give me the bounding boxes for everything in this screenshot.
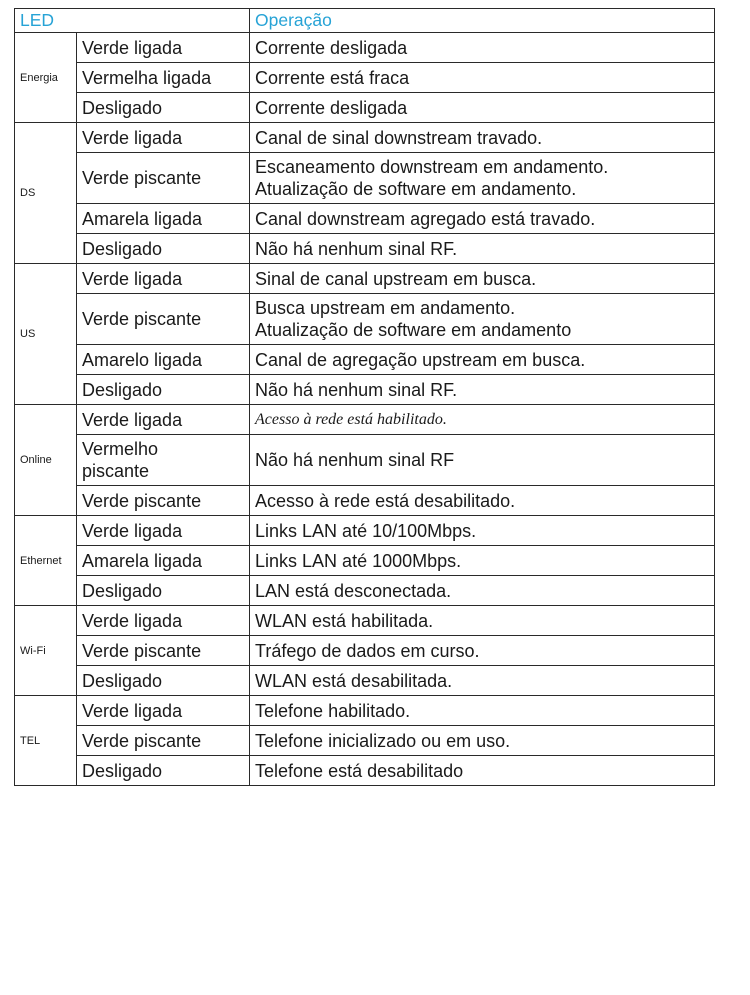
operation-cell	[250, 204, 715, 234]
table-row	[15, 726, 715, 756]
operation-cell	[250, 756, 715, 786]
operation-text: Canal de agregação upstream em busca.	[255, 349, 586, 370]
led-state-cell	[77, 63, 250, 93]
table-row	[15, 606, 715, 636]
led-state-cell	[77, 123, 250, 153]
led-state-text: Vermelha ligada	[82, 67, 212, 88]
led-state-cell	[77, 606, 250, 636]
led-name-cell: Energia	[15, 33, 77, 123]
operation-cell	[250, 666, 715, 696]
led-state-cell	[77, 294, 250, 345]
led-state-text: Verde ligada	[82, 127, 183, 148]
operation-text: Escaneamento downstream em andamento.	[255, 157, 609, 177]
led-name-cell: TEL	[15, 696, 77, 786]
led-state-text: piscante	[82, 461, 150, 481]
operation-cell	[250, 123, 715, 153]
operation-cell	[250, 153, 715, 204]
operation-text: Atualização de software em andamento	[255, 320, 572, 340]
operation-cell	[250, 726, 715, 756]
operation-cell	[250, 606, 715, 636]
led-state-text: Desligado	[82, 238, 163, 259]
led-state-cell	[77, 264, 250, 294]
led-state-cell	[77, 516, 250, 546]
operation-text: Não há nenhum sinal RF.	[255, 379, 458, 400]
operation-text: Corrente desligada	[255, 37, 408, 58]
led-state-text: Verde piscante	[82, 730, 202, 751]
operation-cell	[250, 63, 715, 93]
led-state-text: Desligado	[82, 670, 163, 691]
led-state-cell	[77, 405, 250, 435]
led-state-cell	[77, 93, 250, 123]
operation-text: LAN está desconectada.	[255, 580, 452, 601]
table-row	[15, 636, 715, 666]
operation-cell	[250, 264, 715, 294]
led-name-cell: Ethernet	[15, 516, 77, 606]
operation-text: Atualização de software em andamento.	[255, 179, 577, 199]
table-row	[15, 576, 715, 606]
operation-cell	[250, 435, 715, 486]
table-row	[15, 516, 715, 546]
led-state-text: Verde ligada	[82, 409, 183, 430]
led-state-text: Desligado	[82, 580, 163, 601]
table-row	[15, 405, 715, 435]
led-name-cell: DS	[15, 123, 77, 264]
led-state-text: Amarela ligada	[82, 550, 203, 571]
table-row	[15, 264, 715, 294]
led-name-cell: US	[15, 264, 77, 405]
operation-cell	[250, 375, 715, 405]
table-header-row	[15, 9, 715, 33]
operation-cell	[250, 696, 715, 726]
led-state-cell	[77, 546, 250, 576]
led-state-text: Verde piscante	[82, 168, 202, 188]
operation-text: Canal de sinal downstream travado.	[255, 127, 543, 148]
table-row	[15, 345, 715, 375]
operation-text: Corrente desligada	[255, 97, 408, 118]
table-row	[15, 153, 715, 204]
led-state-cell	[77, 696, 250, 726]
operation-cell	[250, 234, 715, 264]
led-state-cell	[77, 636, 250, 666]
led-state-text: Verde ligada	[82, 700, 183, 721]
table-row	[15, 666, 715, 696]
operation-text: Telefone está desabilitado	[255, 760, 464, 781]
led-state-text: Desligado	[82, 97, 163, 118]
operation-cell	[250, 405, 715, 435]
led-state-text: Verde ligada	[82, 268, 183, 289]
table-row	[15, 63, 715, 93]
table-row	[15, 234, 715, 264]
operation-text: Tráfego de dados em curso.	[255, 640, 480, 661]
led-state-text: Desligado	[82, 379, 163, 400]
led-state-cell	[77, 756, 250, 786]
led-state-text: Vermelho	[82, 439, 159, 459]
operation-text: Acesso à rede está desabilitado.	[255, 490, 516, 511]
header-operation: Operação	[250, 9, 715, 33]
operation-cell	[250, 546, 715, 576]
operation-cell	[250, 33, 715, 63]
table-row	[15, 33, 715, 63]
header-led: LED	[15, 9, 250, 33]
led-state-cell	[77, 204, 250, 234]
operation-cell	[250, 486, 715, 516]
operation-text: Canal downstream agregado está travado.	[255, 208, 596, 229]
table-row	[15, 93, 715, 123]
led-state-text: Amarelo ligada	[82, 349, 203, 370]
operation-cell	[250, 345, 715, 375]
led-state-cell	[77, 345, 250, 375]
table-row	[15, 435, 715, 486]
led-name-cell: Wi-Fi	[15, 606, 77, 696]
operation-text: WLAN está habilitada.	[255, 610, 434, 631]
table-row	[15, 123, 715, 153]
operation-cell	[250, 516, 715, 546]
table-row	[15, 696, 715, 726]
led-state-text: Verde ligada	[82, 610, 183, 631]
operation-text: Telefone habilitado.	[255, 700, 411, 721]
operation-cell	[250, 576, 715, 606]
operation-text: Links LAN até 10/100Mbps.	[255, 520, 477, 541]
table-row	[15, 756, 715, 786]
led-state-cell	[77, 234, 250, 264]
led-status-table	[14, 8, 715, 786]
table-body	[15, 33, 715, 786]
led-state-cell	[77, 726, 250, 756]
led-state-cell	[77, 33, 250, 63]
operation-text: Sinal de canal upstream em busca.	[255, 268, 537, 289]
led-state-text: Amarela ligada	[82, 208, 203, 229]
table-row	[15, 486, 715, 516]
led-state-cell	[77, 375, 250, 405]
operation-text: WLAN está desabilitada.	[255, 670, 453, 691]
led-state-text: Verde piscante	[82, 490, 202, 511]
led-state-cell	[77, 435, 250, 486]
led-state-text: Verde piscante	[82, 640, 202, 661]
led-state-cell	[77, 576, 250, 606]
table-row	[15, 375, 715, 405]
operation-text: Não há nenhum sinal RF.	[255, 238, 458, 259]
led-state-text: Verde piscante	[82, 309, 202, 329]
led-state-cell	[77, 153, 250, 204]
led-state-text: Desligado	[82, 760, 163, 781]
table-row	[15, 546, 715, 576]
operation-text: Links LAN até 1000Mbps.	[255, 550, 462, 571]
led-state-cell	[77, 666, 250, 696]
led-state-cell	[77, 486, 250, 516]
table-row	[15, 204, 715, 234]
operation-cell	[250, 636, 715, 666]
led-name-cell: Online	[15, 405, 77, 516]
led-state-text: Verde ligada	[82, 520, 183, 541]
operation-text: Acesso à rede está habilitado.	[255, 410, 447, 428]
operation-text: Não há nenhum sinal RF	[255, 450, 455, 470]
operation-text: Telefone inicializado ou em uso.	[255, 730, 511, 751]
operation-text: Corrente está fraca	[255, 67, 410, 88]
operation-cell	[250, 294, 715, 345]
operation-cell	[250, 93, 715, 123]
operation-text: Busca upstream em andamento.	[255, 298, 516, 318]
table-row	[15, 294, 715, 345]
led-state-text: Verde ligada	[82, 37, 183, 58]
